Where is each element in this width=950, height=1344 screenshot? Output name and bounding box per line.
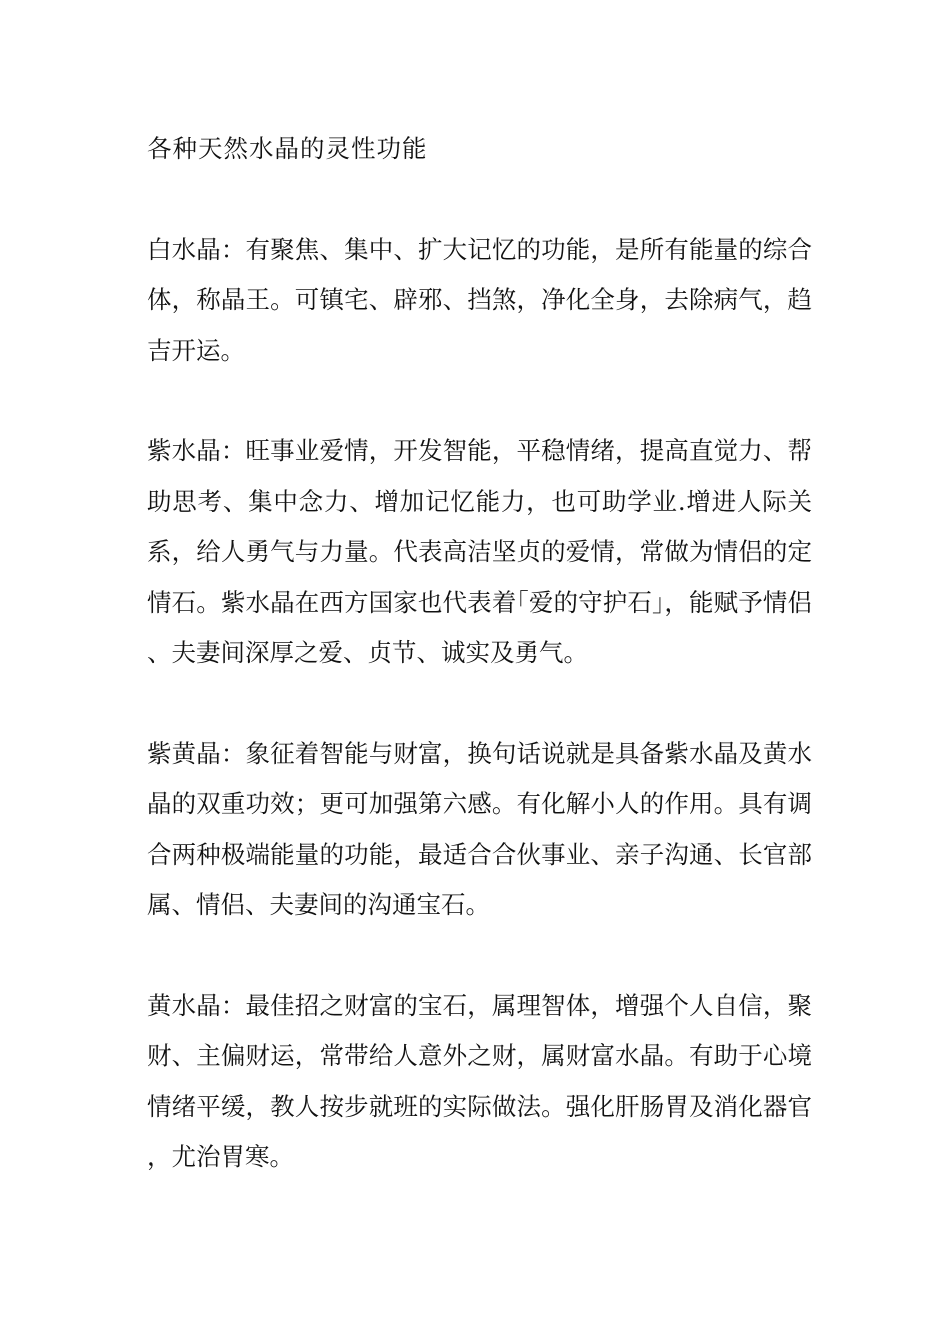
paragraph-ametrine: 紫黄晶：象征着智能与财富，换句话说就是具备紫水晶及黄水晶的双重功效；更可加强第六感。有化解小人的作用。具有调合两种极端能量的功能，最适合合伙事业、亲子沟通、长官部属、情侣、夫妻间的沟通宝石。 [147, 738, 812, 919]
paragraph-white-crystal: 白水晶：有聚焦、集中、扩大记忆的功能，是所有能量的综合体，称晶王。可镇宅、辟邪、挡煞，净化全身，去除病气，趋吉开运。 [147, 234, 812, 365]
paragraph-citrine: 黄水晶：最佳招之财富的宝石，属理智体，增强个人自信，聚财、主偏财运，常带给人意外之财，属财富水晶。有助于心境情绪平缓，教人按步就班的实际做法。强化肝肠胃及消化器官，尤治胃寒。 [147, 990, 812, 1171]
document-body [147, 124, 812, 1233]
paragraph-amethyst: 紫水晶：旺事业爱情，开发智能，平稳情绪，提高直觉力、帮助思考、集中念力、增加记忆能力，也可助学业.增进人际关系，给人勇气与力量。代表高洁坚贞的爱情，常做为情侣的定情石。紫水晶在西方国家也代表着｢爱的守护石｣，能赋予情侣、夫妻间深厚之爱、贞节、诚实及勇气。 [147, 436, 812, 667]
document-title: 各种天然水晶的灵性功能 [147, 134, 428, 163]
